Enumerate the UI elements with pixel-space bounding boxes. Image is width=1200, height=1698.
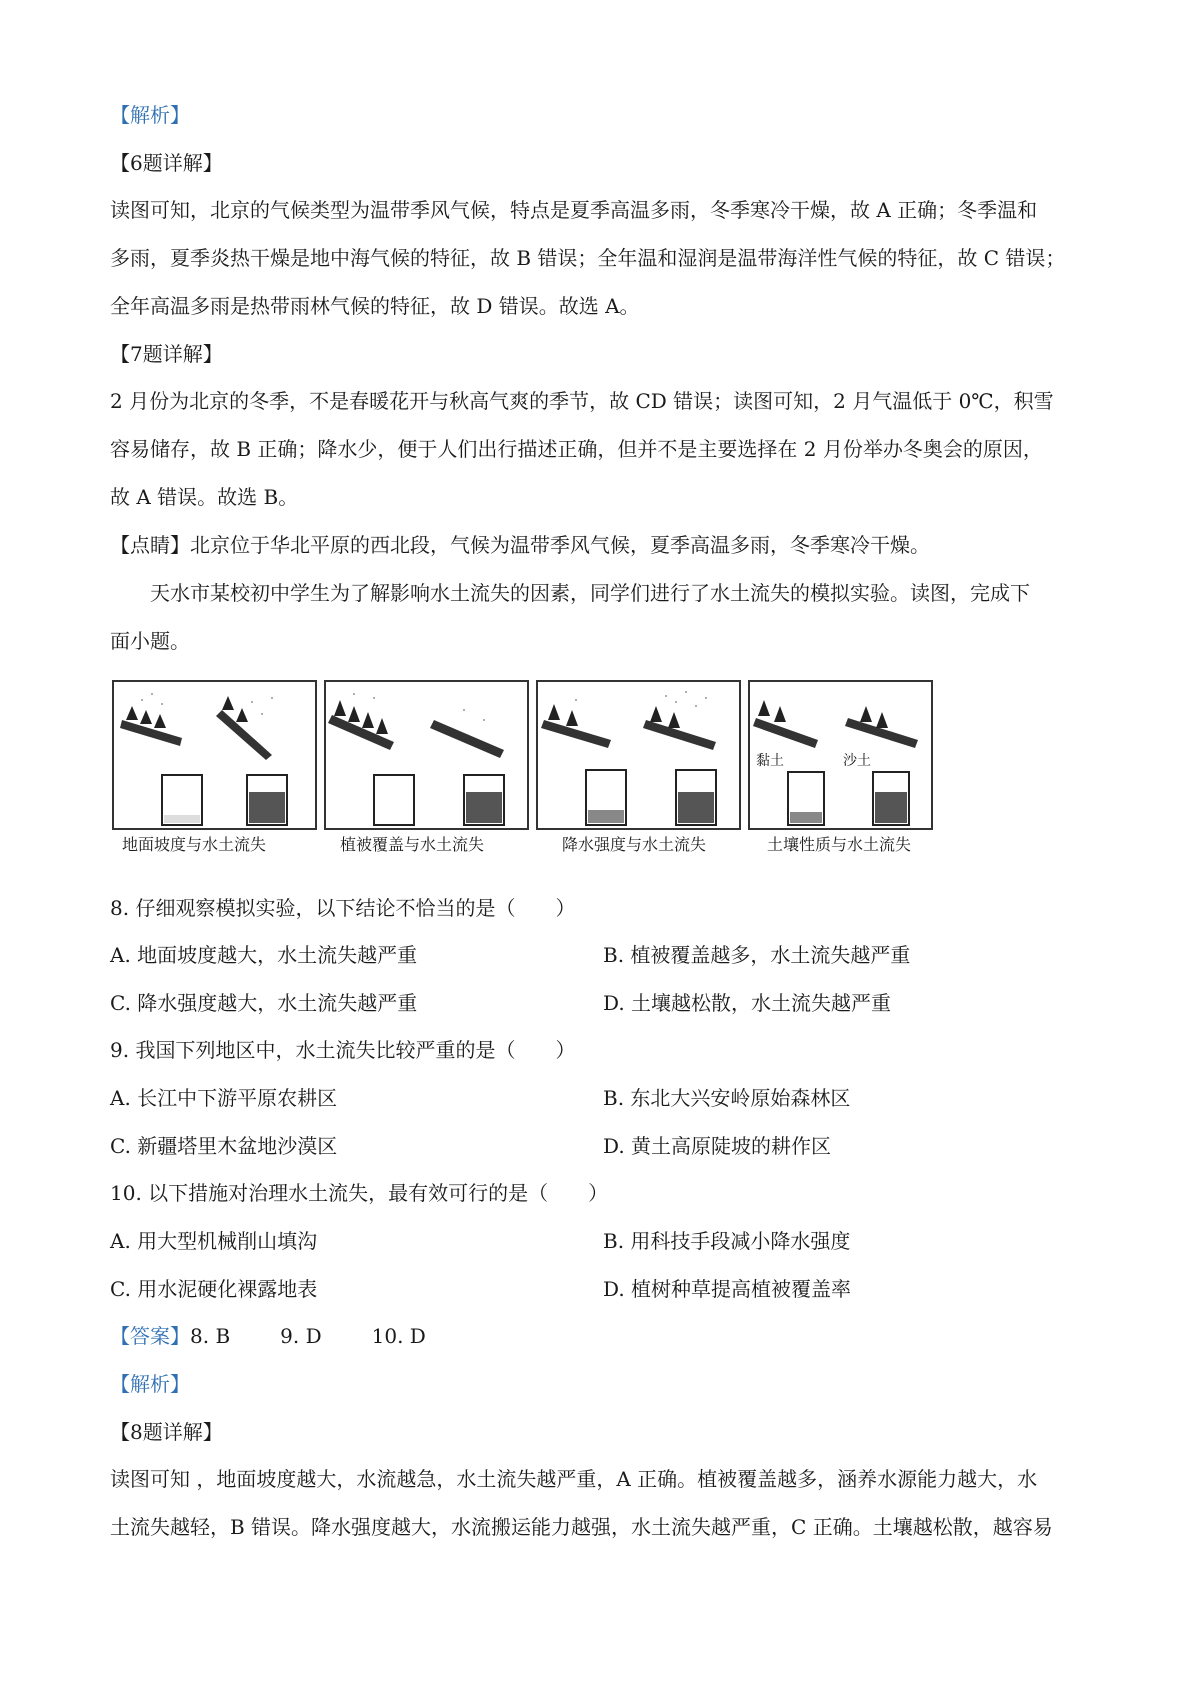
- q10-option-c[interactable]: C. 用水泥硬化裸露地表: [110, 1277, 318, 1301]
- q6-line-1: 读图可知，北京的气候类型为温带季风气候，特点是夏季高温多雨，冬季寒冷干燥，故 A 正确；冬季温和: [110, 198, 1038, 222]
- q6-line-3: 全年高温多雨是热带雨林气候的特征，故 D 错误。故选 A。: [110, 294, 640, 318]
- q9-stem: 9. 我国下列地区中，水土流失比较严重的是（ ）: [110, 1038, 576, 1062]
- answer-tag: 【答案】: [110, 1324, 190, 1348]
- answer-line: [110, 1321, 426, 1351]
- panel-vegetation: [324, 680, 529, 830]
- q9-option-d[interactable]: D. 黄土高原陡坡的耕作区: [603, 1134, 832, 1158]
- q8-analysis-line-2: 土流失越轻，B 错误。降水强度越大，水流搬运能力越强，水土流失越严重，C 正确。土壤越松散，越容易: [110, 1515, 1053, 1539]
- q6-line-2: 多雨，夏季炎热干燥是地中海气候的特征，故 B 错误；全年温和湿润是温带海洋性气候的特征，故 C 错误；: [110, 246, 1066, 270]
- answer-q10: 10. D: [371, 1324, 426, 1348]
- caption-slope: 地面坡度与水土流失: [122, 835, 267, 854]
- q9-option-c[interactable]: C. 新疆塔里木盆地沙漠区: [110, 1134, 338, 1158]
- soil-label-sand: 沙土: [843, 753, 871, 769]
- q7-heading: 【7题详解】: [110, 342, 223, 366]
- q8-analysis-line-1: 读图可知 ，地面坡度越大，水流越急，水土流失越严重，A 正确。植被覆盖越多，涵养水源能力越大，水: [110, 1467, 1038, 1491]
- intro-line-1: 天水市某校初中学生为了解影响水土流失的因素，同学们进行了水土流失的模拟实验。读图，完成下: [150, 581, 1030, 605]
- q7-line-2: 容易储存，故 B 正确；降水少，便于人们出行描述正确，但并不是主要选择在 2 月份举办冬奥会的原因，: [110, 437, 1043, 461]
- q9-option-b[interactable]: B. 东北大兴安岭原始森林区: [603, 1086, 851, 1110]
- q10-stem: 10. 以下措施对治理水土流失，最有效可行的是（ ）: [110, 1181, 609, 1205]
- q7-line-3: 故 A 错误。故选 B。: [110, 485, 299, 509]
- q8-option-b[interactable]: B. 植被覆盖越多，水土流失越严重: [603, 943, 911, 967]
- caption-rainfall: 降水强度与水土流失: [562, 835, 707, 854]
- caption-soil: 土壤性质与水土流失: [767, 835, 912, 854]
- q8-stem: 8. 仔细观察模拟实验，以下结论不恰当的是（ ）: [110, 896, 576, 920]
- q6-heading: 【6题详解】: [110, 151, 223, 175]
- soil-label-clay: 黏土: [756, 753, 784, 769]
- q8-option-a[interactable]: A. 地面坡度越大，水土流失越严重: [110, 943, 418, 967]
- answer-q8: 8. B: [190, 1324, 231, 1348]
- intro-line-2: 面小题。: [110, 629, 190, 653]
- panel-slope: [112, 680, 317, 830]
- caption-vegetation: 植被覆盖与水土流失: [340, 835, 485, 854]
- erosion-experiment-figure: [112, 680, 942, 860]
- q9-option-a[interactable]: A. 长江中下游平原农耕区: [110, 1086, 338, 1110]
- tip-paragraph: 【点睛】北京位于华北平原的西北段，气候为温带季风气候，夏季高温多雨，冬季寒冷干燥。: [110, 533, 930, 557]
- panel-rainfall: [536, 680, 741, 830]
- q7-line-1: 2 月份为北京的冬季，不是春暖花开与秋高气爽的季节，故 CD 错误；读图可知，2 月气温低于 0℃，积雪: [110, 389, 1054, 413]
- q10-option-b[interactable]: B. 用科技手段减小降水强度: [603, 1229, 851, 1253]
- analysis-tag: 【解析】: [110, 103, 190, 127]
- q8-option-c[interactable]: C. 降水强度越大，水土流失越严重: [110, 991, 418, 1015]
- q10-option-d[interactable]: D. 植树种草提高植被覆盖率: [603, 1277, 852, 1301]
- q8-option-d[interactable]: D. 土壤越松散，水土流失越严重: [603, 991, 892, 1015]
- panel-soil: [748, 680, 933, 830]
- answer-q9: 9. D: [280, 1324, 322, 1348]
- analysis-tag-2: 【解析】: [110, 1372, 190, 1396]
- q10-option-a[interactable]: A. 用大型机械削山填沟: [110, 1229, 318, 1253]
- q8-heading: 【8题详解】: [110, 1420, 223, 1444]
